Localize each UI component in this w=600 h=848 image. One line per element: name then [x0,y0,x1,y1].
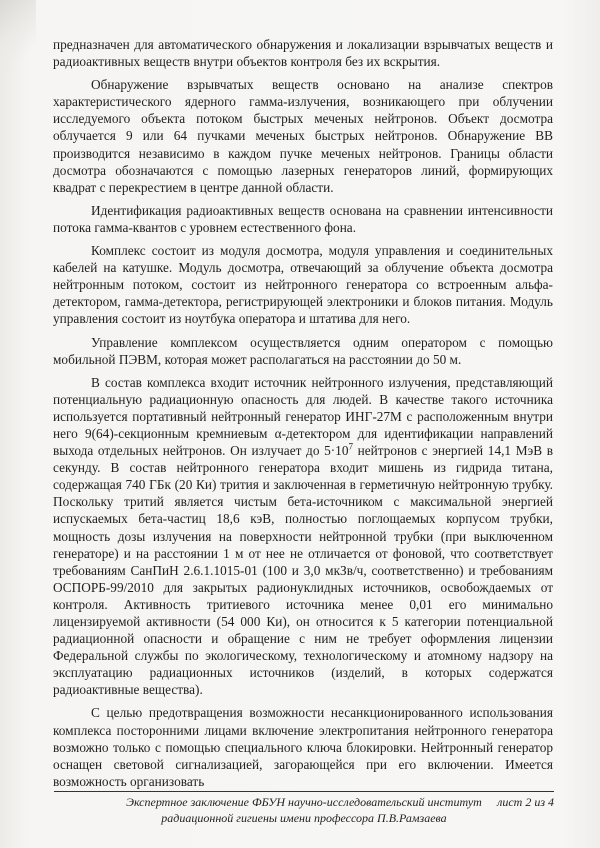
paragraph-6-part-2: нейтронов с энергией 14,1 МэВ в секунду. В состав нейтронного генератора входит мишень из гидрида титана, содержащая 740 ГБк (20 Ки) трития и заключенная в герметичную нейтронную трубку. Поскольку тритий является чистым бета-источником с максимальной энергией испускаемых бета-частиц 18,6 кэВ, полностью поглощаемых корпусом трубки, мощность дозы излучения на поверхности нейтронной трубки (при выключенном генераторе) и на расстоянии 1 м от нее не отличается от фоновой, что соответствует требованиям СанПиН 2.6.1.1015-01 (100 и 3,0 мкЗв/ч, соответственно) и требованиям ОСПОРБ-99/2010 для закрытых радионуклидных источников, освобождаемых от контроля. Активность тритиевого источника менее 0,01 его минимально лицензируемой активности (54 000 Ки), он относится к 5 категории потенциальной радиационной опасности и обращение с ним не требует оформления лицензии Федеральной службы по экологическому, технологическому и атомному надзору на эксплуатацию радиационных источников (изделий, в которых содержатся радиоактивные вещества). [53,443,553,698]
paragraph-5: Управление комплексом осуществляется одним оператором с помощью мобильной ПЭВМ, которая может располагаться на расстоянии до 50 м. [53,334,553,367]
paragraph-4: Комплекс состоит из модуля досмотра, модуля управления и соединительных кабелей на катушке. Модуль досмотра, отвечающий за облучение объекта досмотра нейтронным потоком, состоит из нейтронного генератора со встроенным альфа-детектором, гамма-детектора, регистрирующей электроники и блоков питания. Модуль управления состоит из ноутбука оператора и штатива для него. [53,243,553,327]
paragraph-1: предназначен для автоматического обнаружения и локализации взрывчатых веществ и радиоактивных веществ внутри объектов контроля без их вскрытия. [53,37,553,70]
exponent: 7 [348,441,353,452]
footer-line-1: Экспертное заключение ФБУН научно-исследовательский институт [126,795,482,809]
paragraph-6 [53,374,553,699]
footer-divider [54,791,554,792]
paragraph-7: С целью предотвращения возможности несанкционированного использования комплекса посторонними лицами включение электропитания нейтронного генератора возможно только с помощью специального ключа блокировки. Нейтронный генератор оснащен световой сигнализацией, загорающейся при его включении. Имеется возможность организовать [53,705,553,789]
body-text [53,36,553,796]
footer-line-2: радиационной гигиены имени профессора П.В.Рамзаева [161,811,447,825]
paragraph-2: Обнаружение взрывчатых веществ основано на анализе спектров характеристического ядерного гамма-излучения, возникающего при облучении исследуемого объекта потоком быстрых меченых нейтронов. Объект досмотра облучается 9 или 64 пучками меченых быстрых нейтронов. Обнаружение ВВ производится независимо в каждом пучке меченых нейтронов. Границы области досмотра обозначаются с помощью лазерных генераторов линий, формирующих квадрат с перекрестием в центре данной области. [53,77,553,195]
paragraph-6-part-1: В состав комплекса входит источник нейтронного излучения, представляющий потенциальную радиационную опасность для людей. В качестве такого источника используется портативный нейтронный генератор ИНГ-27М с расположенным внутри него 9(64)-секционным кремниевым α-детектором для идентификации направлений выхода отдельных нейтронов. Он излучает до 5·10 [53,374,553,459]
page-number: лист 2 из 4 [497,795,554,809]
paragraph-3: Идентификация радиоактивных веществ основана на сравнении интенсивности потока гамма-квантов с уровнем естественного фона. [53,202,553,235]
page-fold-shadow [0,0,36,80]
